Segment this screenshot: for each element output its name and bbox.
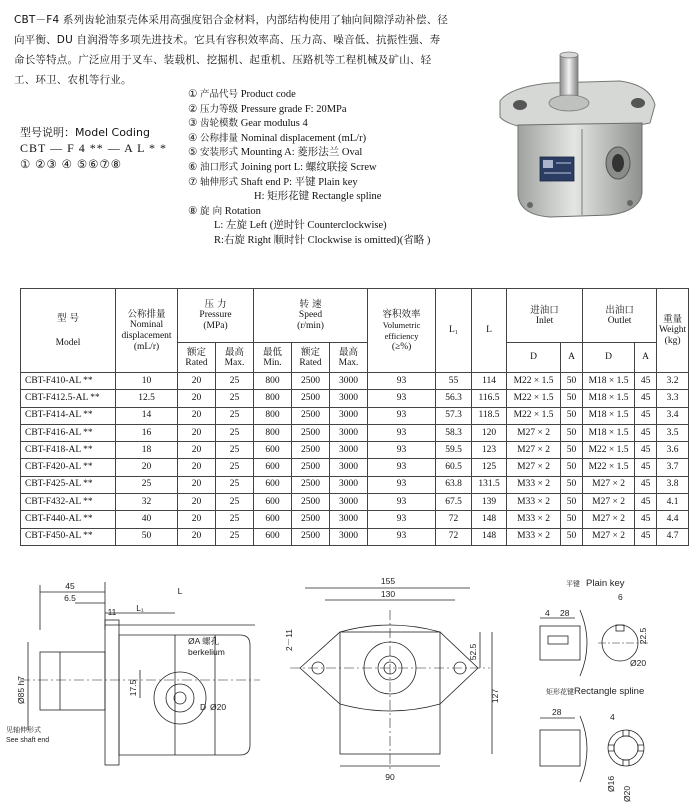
shaft-note-cn: 见轴伸形式 (6, 727, 41, 734)
dim-port-a: ØA 螺孔 (188, 636, 220, 646)
intro-line: CBT－F4 系列齿轮油泵壳体采用高强度铝合金材料，内部结构使用了轴向间隙浮动补偿、径 (14, 14, 449, 26)
dim-28-spline: 28 (552, 707, 562, 717)
model-coding-title: 型号说明：Model Coding (20, 126, 150, 139)
table-row: CBT-F425-AL ** 25 20 25 600 2500 3000 93 63.8 131.5 M33 × 2 50 M27 × 2 45 3.8 (21, 476, 689, 493)
table-row: CBT-F416-AL ** 16 20 25 800 2500 3000 93 58.3 120 M27 × 2 50 M18 × 1.5 45 3.5 (21, 424, 689, 441)
subheader-max: 最高 Max. (216, 343, 254, 373)
dim-85: Ø85 h7 (16, 676, 26, 704)
model-code-string: CBT — F 4 ** — A L * * (20, 141, 168, 155)
legend-item: ③ 齿轮模数 Gear modulus 4 (188, 118, 308, 130)
spline-drawing (540, 716, 644, 782)
dim-6-5: 6.5 (64, 593, 76, 603)
coding-legend (188, 88, 488, 249)
header-l: L (472, 289, 507, 373)
legend-item: H: 矩形花键 Rectangle spline (254, 191, 382, 203)
dim-17-5: 17.5 (128, 679, 138, 697)
front-view-drawing (290, 588, 492, 770)
legend-item: ⑤ 安装形式 Mounting A: 菱形法兰 Oval (188, 147, 363, 159)
dim-berkelium: berkelium (188, 647, 225, 657)
shaft-note-en: See shaft end (6, 737, 50, 744)
dim-d16: Ø16 (606, 775, 616, 792)
subheader-rated: 额定 Rated (178, 343, 216, 373)
model-code-numbers: ① ②③ ④ ⑤⑥⑦⑧ (20, 159, 123, 171)
table-row: CBT-F412.5-AL ** 12.5 20 25 800 2500 3000 93 56.3 116.5 M22 × 1.5 50 M18 × 1.5 45 3.3 (21, 390, 689, 407)
legend-item: R:右旋 Right 顺时针 Clockwise is omitted)(省略 ) (214, 234, 431, 246)
header-displacement: 公称排量 Nominal displacement (mL/r) (116, 289, 178, 373)
legend-item: ⑦ 轴伸形式 Shaft end P: 平键 Plain key (188, 176, 358, 188)
table-row: CBT-F410-AL ** 10 20 25 800 2500 3000 93 55 114 M22 × 1.5 50 M18 × 1.5 45 3.2 (21, 373, 689, 390)
table-row: CBT-F420-AL ** 20 20 25 600 2500 3000 93 60.5 125 M27 × 2 50 M22 × 1.5 45 3.7 (21, 459, 689, 476)
spec-table (20, 288, 689, 546)
legend-item: ② 压力等级 Pressure grade F: 20MPa (188, 103, 347, 115)
header-efficiency: 容积效率 Volumetric efficiency (≥%) (368, 289, 436, 373)
header-l1: L₁ (436, 289, 472, 373)
header-model: 型 号 Model (21, 289, 116, 373)
intro-line: 工、环卫、农机等行业。 (14, 74, 132, 86)
dim-d: D (200, 702, 207, 712)
legend-item: ⑥ 油口形式 Joining port L: 螺纹联接 Screw (188, 161, 377, 173)
dim-4: 4 (545, 608, 550, 618)
header-weight: 重量 Weight (kg) (657, 289, 689, 373)
dim-2-11: 2－11 (284, 628, 294, 652)
dim-90: 90 (385, 772, 395, 782)
dim-155: 155 (380, 576, 396, 586)
subheader-inlet-a: A (561, 343, 583, 373)
subheader-max: 最高 Max. (330, 343, 368, 373)
legend-item: ⑧ 旋 向 Rotation (188, 205, 261, 217)
dim-d20-spline: Ø20 (622, 785, 632, 802)
dim-22-5: 22.5 (638, 627, 648, 645)
spline-cn: 矩形花键 (546, 689, 574, 696)
subheader-inlet-d: D (507, 343, 561, 373)
dim-4-spline: 4 (610, 712, 615, 722)
table-row: CBT-F418-AL ** 18 20 25 600 2500 3000 93 59.5 123 M27 × 2 50 M22 × 1.5 45 3.6 (21, 442, 689, 459)
plain-key-cn: 平键 (566, 581, 580, 588)
header-speed: 转 速 Speed (r/min) (254, 289, 368, 343)
intro-paragraph (14, 10, 480, 90)
dim-6: 6 (618, 592, 623, 602)
subheader-outlet-d: D (583, 343, 635, 373)
dim-127: 127 (490, 688, 500, 704)
subheader-outlet-a: A (635, 343, 657, 373)
subheader-min: 最低 Min. (254, 343, 292, 373)
table-row: CBT-F432-AL ** 32 20 25 600 2500 3000 93 67.5 139 M33 × 2 50 M27 × 2 45 4.1 (21, 494, 689, 511)
intro-line: 向平衡、DU 自润滑等多项先进技术。它具有容积效率高、压力高、噪音低、抗振性强、寿 (14, 34, 441, 46)
table-row: CBT-F450-AL ** 50 20 25 600 2500 3000 93 72 148 M33 × 2 50 M27 × 2 45 4.7 (21, 528, 689, 545)
plain-key-en: Plain key (586, 578, 625, 589)
dim-28: 28 (560, 608, 570, 618)
dim-l: L (177, 586, 183, 596)
dim-d20-plain: Ø20 (630, 658, 647, 668)
technical-drawings (0, 570, 700, 808)
dim-52-5: 52.5 (468, 643, 478, 661)
legend-item: L: 左旋 Left (逆时针 Counterclockwise) (214, 220, 387, 232)
table-row: CBT-F440-AL ** 40 20 25 600 2500 3000 93 72 148 M33 × 2 50 M27 × 2 45 4.4 (21, 511, 689, 528)
legend-item: ① 产品代号 Product code (188, 89, 296, 100)
dim-l1: L₁ (136, 603, 144, 613)
legend-item: ④ 公称排量 Nominal displacement (mL/r) (188, 132, 367, 144)
header-pressure: 压 力 Pressure (MPa) (178, 289, 254, 343)
table-row: CBT-F414-AL ** 14 20 25 800 2500 3000 93 57.3 118.5 M22 × 1.5 50 M18 × 1.5 45 3.4 (21, 407, 689, 424)
intro-line: 命长等特点。广泛应用于叉车、装载机、挖掘机、起重机、压路机等工程机械及矿山、轻 (14, 54, 432, 66)
header-inlet: 进油口 Inlet (507, 289, 583, 343)
dim-130: 130 (380, 589, 396, 599)
pump-photo (490, 45, 660, 225)
dim-11: 11 (107, 607, 117, 617)
dim-45: 45 (65, 581, 75, 591)
header-outlet: 出油口 Outlet (583, 289, 657, 343)
spline-en: Rectangle spline (574, 686, 645, 697)
dim-d20: Ø20 (210, 702, 227, 712)
subheader-rated: 额定 Rated (292, 343, 330, 373)
